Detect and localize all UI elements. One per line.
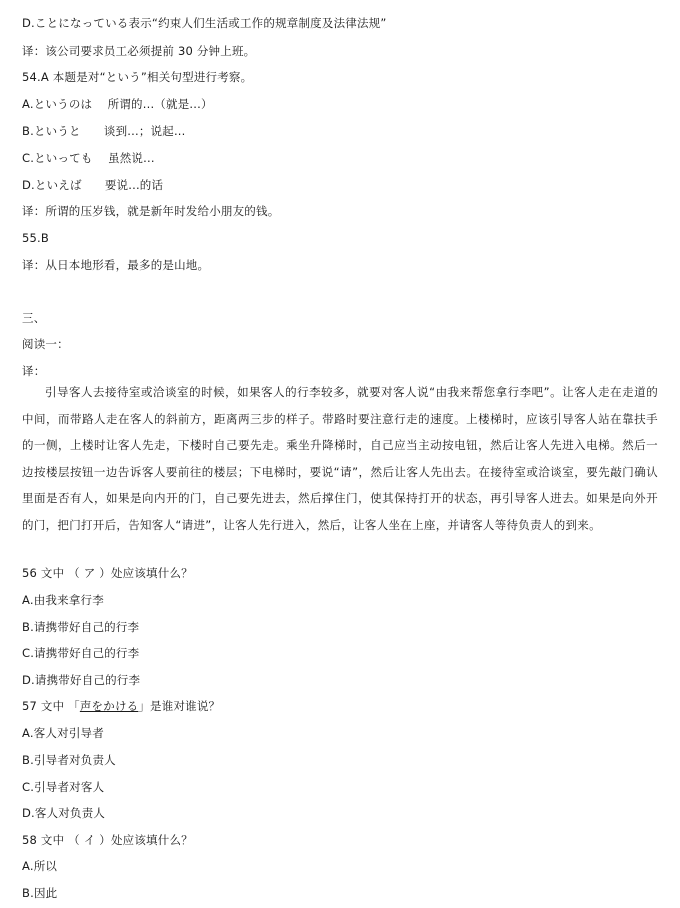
option-d-line: D.ことになっている表示“约束人们生活或工作的规章制度及法律法规”	[22, 16, 387, 30]
q54-option-a: A.というのは 所谓的...（就是...）	[22, 97, 213, 111]
translation-line: 译：所谓的压岁钱，就是新年时发给小朋友的钱。	[22, 204, 280, 218]
q57-underlined-phrase: 声をかける	[79, 699, 139, 713]
q57-option-c: C.引导者对客人	[22, 780, 105, 794]
q57-option-a: A.客人对引导者	[22, 726, 104, 740]
passage-translation: 引导客人去接待室或洽谈室的时候，如果客人的行李较多，就要对客人说“由我来帮您拿行李吧”。让客人走在走道的中间，而带路人走在客人的斜前方，距离两三步的样子。带路时要注意行走的速度。上楼梯时，应该引导客人站在靠扶手的一侧，上楼时让客人先走，下楼时自己要先走。乘坐升降梯时，自己应当主动按电钮，然后让客人先进入电梯。然后一边按楼层按钮一边告诉客人要前往的楼层；下电梯时，要说“请”，然后让客人先出去。在接待室或洽谈室，要先敲门确认里面是否有人，如果是向内开的门，自己要先进去，然后撑住门，使其保持打开的状态，再引导客人进去。如果是向外开的门，把门打开后，告知客人“请进”，让客人先行进入，然后，让客人坐在上座，并请客人等待负责人的到来。	[22, 385, 658, 532]
q58-option-a: A.所以	[22, 859, 58, 873]
q54-option-d: D.といえば 要说...的话	[22, 178, 164, 192]
q54-option-b: B.というと 谈到...；说起...	[22, 124, 186, 138]
q56-option-b: B.请携带好自己的行李	[22, 620, 140, 634]
q57-suffix: 」是谁对谁说？	[138, 699, 221, 713]
question-55-heading: 55.B	[22, 231, 49, 245]
translation-line: 译：从日本地形看，最多的是山地。	[22, 258, 210, 272]
q57-option-b: B.引导者对负责人	[22, 753, 116, 767]
section-number: 三、	[22, 311, 46, 325]
question-54-heading: 54.A 本题是对“という”相关句型进行考察。	[22, 70, 253, 84]
question-56: 56 文中 （ ア ）处应该填什么？	[22, 566, 193, 580]
q58-option-b: B.因此	[22, 886, 58, 900]
translation-label: 译：	[22, 364, 46, 378]
q57-prefix: 57 文中 「	[22, 699, 80, 713]
reading-label: 阅读一：	[22, 337, 69, 351]
q57-option-d: D.客人对负责人	[22, 806, 106, 820]
q56-option-c: C.请携带好自己的行李	[22, 646, 140, 660]
question-57	[22, 699, 658, 713]
q54-option-c: C.といっても 虽然说...	[22, 151, 155, 165]
q56-option-a: A.由我来拿行李	[22, 593, 104, 607]
question-58: 58 文中 （ イ ）处应该填什么？	[22, 833, 193, 847]
translation-line: 译：该公司要求员工必须提前 30 分钟上班。	[22, 44, 256, 58]
q56-option-d: D.请携带好自己的行李	[22, 673, 141, 687]
